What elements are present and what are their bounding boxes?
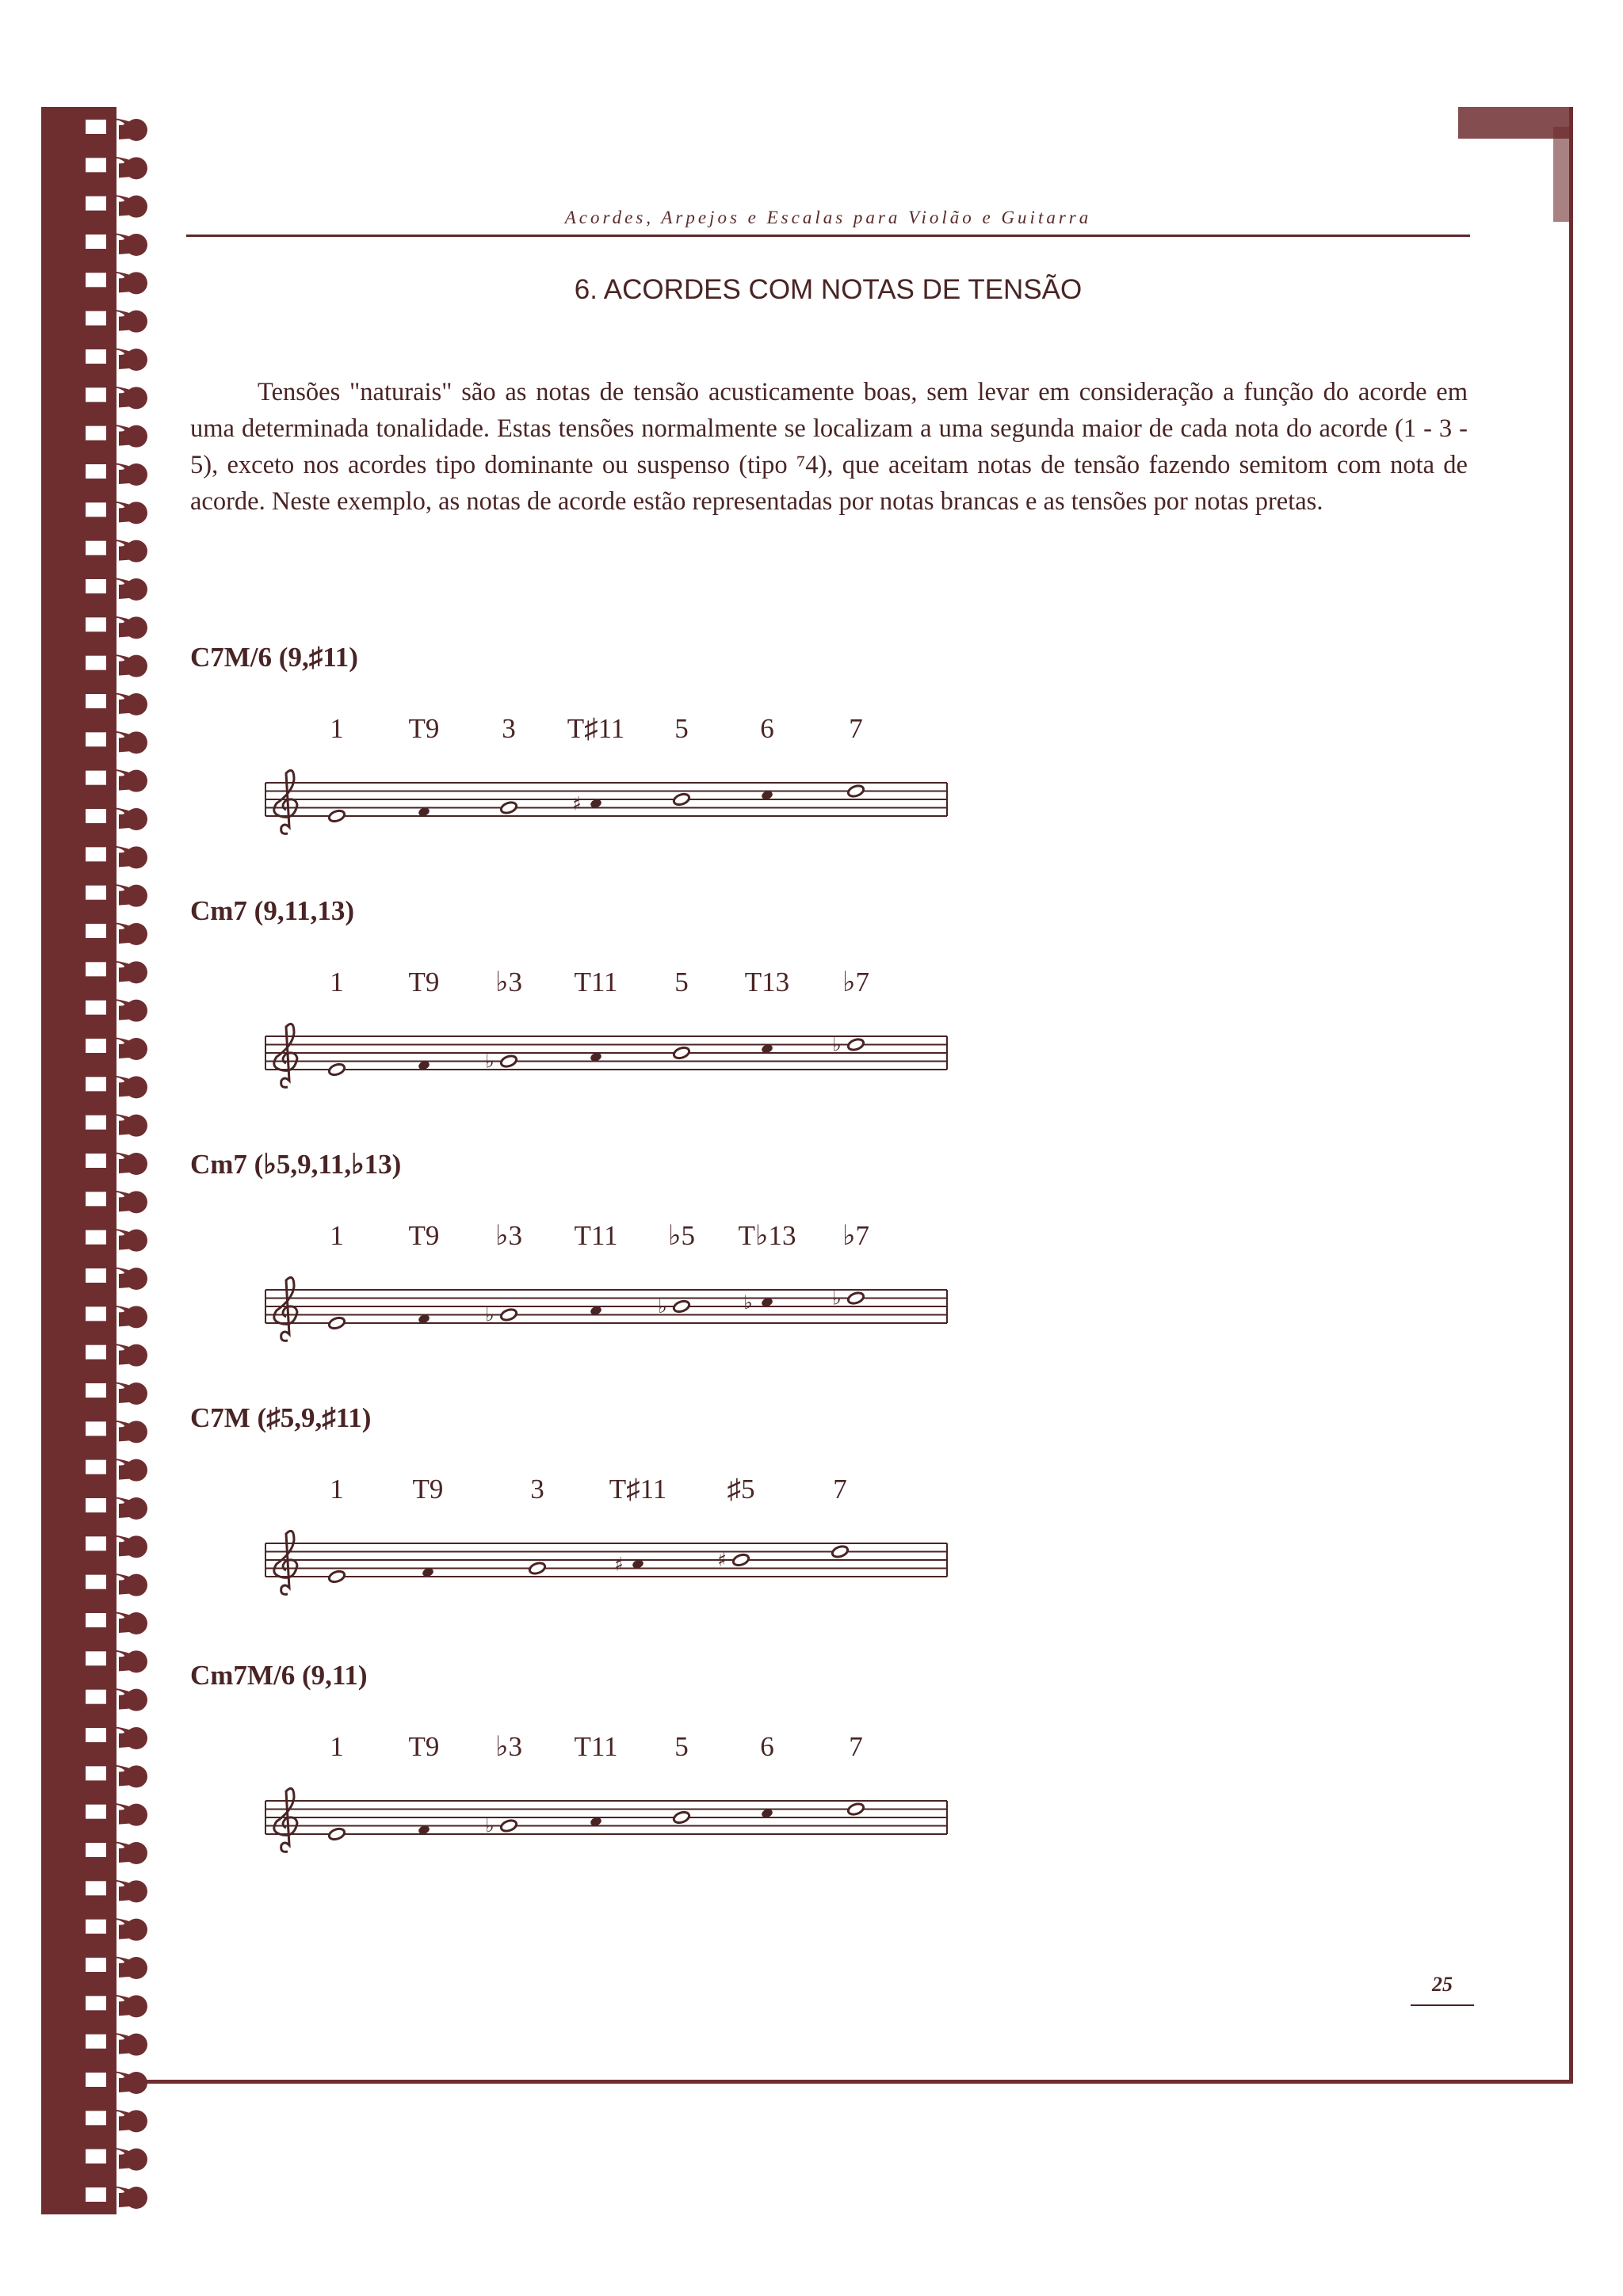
chord-note [323,809,350,823]
degree-label: T9 [408,713,440,744]
tension-note [743,1291,773,1314]
treble-clef-icon [274,770,297,833]
flat-icon: ♭ [485,1303,495,1326]
chord-label: Cm7 (9,11,13) [190,895,355,926]
chord-label: C7M/6 (9,♯11) [190,642,358,673]
sharp-icon: ♯ [572,792,582,815]
flat-icon: ♭ [832,1287,842,1310]
degree-label: T9 [412,1474,444,1505]
degree-label: 5 [674,967,689,997]
intro-paragraph [190,374,1468,520]
chord-note [529,1561,547,1575]
degree-label: ♭3 [495,1220,523,1251]
degree-label: T9 [408,967,440,997]
chord-note [831,1544,850,1558]
flat-icon: ♭ [743,1291,753,1314]
chord-note [847,1802,865,1816]
chord-note [500,800,518,814]
running-head-rule [186,235,1470,237]
chord-note [323,1316,350,1330]
sharp-icon: ♯ [614,1553,624,1576]
top-right-edge-smudge [1553,127,1569,222]
degree-label: 6 [760,713,774,744]
treble-clef-icon [274,1788,297,1852]
degree-label: T9 [408,1731,440,1762]
degree-label: 5 [674,713,689,744]
degree-label: 1 [330,1474,344,1505]
music-staff [258,1521,951,1608]
page-number-rule [1411,2004,1474,2006]
music-staff [258,1779,951,1866]
flat-icon: ♭ [485,1050,495,1073]
degree-label: ♭7 [842,1220,870,1251]
treble-clef-icon [274,1024,297,1087]
chord-note [673,1046,691,1060]
degree-label: T♭13 [738,1220,796,1251]
treble-clef-icon [274,1277,297,1341]
degree-label: 7 [849,713,863,744]
chord-note [323,1062,350,1077]
chord-note [673,792,691,807]
degree-label: 5 [674,1731,689,1762]
music-staff [258,761,951,848]
degree-label: 1 [330,967,344,997]
intro-text: Tensões "naturais" são as notas de tensão acusticamente boas, sem levar em consideração a função do acorde em uma determinada tonalidade. Estas tensões normalmente se localizam a uma segunda maior de cada nota do acorde (1 - 3 - 5), exceto nos acordes tipo dominante ou suspenso (tipo ⁷4), que aceitam notas de tensão fazendo semitom com nota de acorde. Neste exemplo, as notas de acorde estão representadas por notas brancas e as tensões por notas pretas. [190,378,1468,516]
degree-label: T13 [744,967,790,997]
tension-note [572,792,602,814]
degree-label: ♭7 [842,967,870,997]
flat-icon: ♭ [658,1295,667,1318]
flat-icon: ♭ [832,1033,842,1056]
chord-note [847,784,865,798]
chord-label: C7M (♯5,9,♯11) [190,1402,372,1433]
music-staff [258,1014,951,1101]
degree-label: 6 [760,1731,774,1762]
chapter-title: 6. ACORDES COM NOTAS DE TENSÃO [574,274,1083,305]
flat-icon: ♭ [485,1814,495,1837]
degree-label: 7 [833,1474,847,1505]
degree-label: T11 [574,967,618,997]
sharp-icon: ♯ [717,1549,727,1571]
degree-label: 1 [330,713,344,744]
degree-label: T11 [574,1731,618,1762]
chord-note [323,1569,350,1584]
top-right-corner-smudge [1458,107,1569,139]
chord-note [673,1810,691,1825]
degree-label: T11 [574,1220,618,1251]
chord-label: Cm7M/6 (9,11) [190,1660,368,1691]
degree-label: 1 [330,1731,344,1762]
treble-clef-icon [274,1531,297,1594]
chord-note [323,1827,350,1841]
degree-label: 1 [330,1220,344,1251]
degree-label: ♭3 [495,967,523,997]
degree-label: T♯11 [567,713,625,744]
music-staff [258,1268,951,1355]
chord-label: Cm7 (♭5,9,11,♭13) [190,1149,402,1180]
degree-label: 3 [530,1474,544,1505]
degree-label: T♯11 [609,1474,667,1505]
degree-label: ♭3 [495,1731,523,1762]
tension-note [614,1553,644,1575]
degree-label: 7 [849,1731,863,1762]
degree-label: T9 [408,1220,440,1251]
running-head: Acordes, Arpejos e Escalas para Violão e Guitarra [564,208,1092,227]
degree-label: ♯5 [727,1474,755,1505]
degree-label: ♭5 [667,1220,696,1251]
degree-label: 3 [502,713,516,744]
page-number: 25 [1432,1973,1453,1996]
